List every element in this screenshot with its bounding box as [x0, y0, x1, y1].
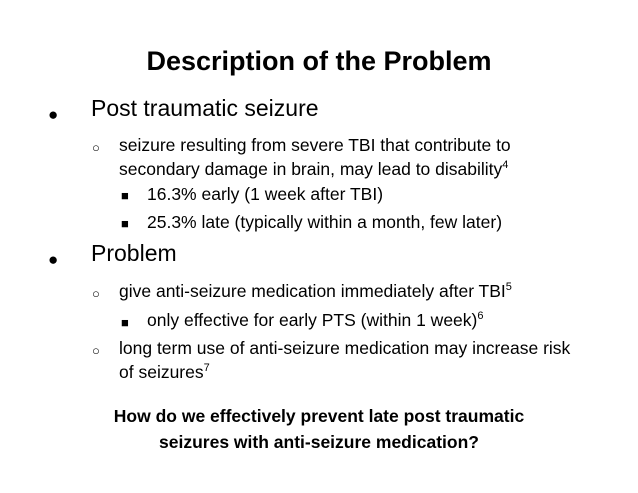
bullet-marker: ●	[48, 250, 59, 269]
sub-sub-bullet-marker: ■	[121, 315, 129, 330]
sub-sub-bullet-late-rate: 25.3% late (typically within a month, few later)	[147, 212, 503, 232]
key-question-line-2: seizures with anti-seizure medication?	[159, 432, 479, 452]
reference-number: 6	[477, 310, 484, 323]
sub-bullet-text: seizure resulting from severe TBI that contribute to secondary damage in brain, may lead to disability	[119, 135, 511, 179]
sub-bullet-marker: ○	[92, 286, 100, 301]
sub-sub-bullet-early-rate: 16.3% early (1 week after TBI)	[147, 184, 384, 204]
reference-number: 4	[502, 159, 509, 172]
sub-sub-bullet-early-pts	[147, 308, 484, 332]
reference-number: 5	[505, 281, 512, 294]
sub-sub-bullet-text: only effective for early PTS (within 1 week)	[147, 310, 478, 330]
sub-bullet-text: give anti-seizure medication immediately after TBI	[119, 281, 506, 301]
bullet-post-traumatic-seizure: Post traumatic seizure	[91, 95, 319, 121]
key-question-line-1: How do we effectively prevent late post traumatic	[113, 406, 525, 426]
sub-sub-bullet-marker: ■	[121, 188, 129, 203]
reference-number: 7	[203, 362, 210, 375]
bullet-problem: Problem	[91, 240, 177, 266]
sub-bullet-long-term-use	[119, 336, 589, 384]
bullet-marker: ●	[48, 105, 59, 124]
sub-sub-bullet-marker: ■	[121, 216, 129, 231]
sub-bullet-marker: ○	[92, 343, 100, 358]
sub-bullet-text: long term use of anti-seizure medication may increase risk of seizures	[119, 338, 571, 382]
slide-title: Description of the Problem	[146, 46, 492, 76]
sub-bullet-seizure-definition	[119, 133, 589, 181]
sub-bullet-marker: ○	[92, 140, 100, 155]
sub-bullet-give-medication	[119, 279, 512, 303]
key-question	[0, 403, 638, 455]
